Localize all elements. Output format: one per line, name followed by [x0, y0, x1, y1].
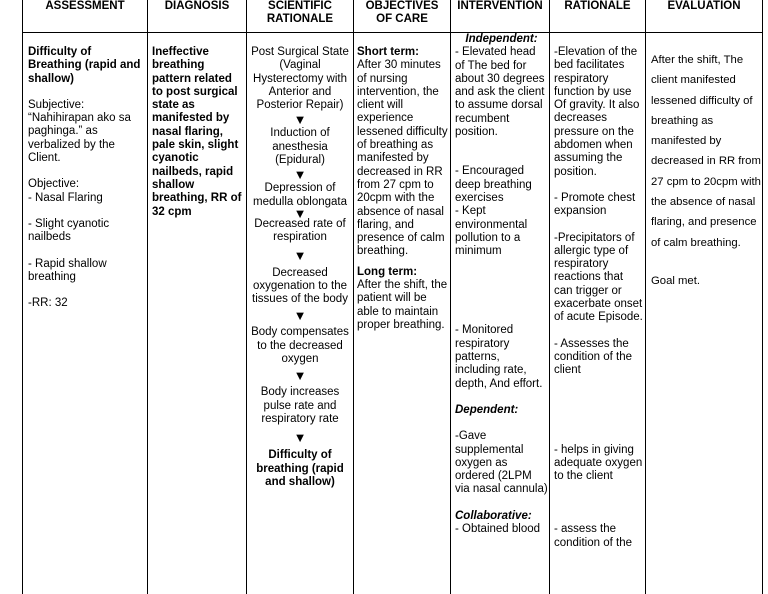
- rationale-step: Decreased rate of respiration: [254, 217, 346, 244]
- evaluation-column: [651, 50, 761, 291]
- long-term-label: Long term:: [357, 265, 418, 278]
- rationale-step: Induction of anesthesia (Epidural): [270, 127, 330, 167]
- down-arrow-icon: ▼: [293, 430, 307, 446]
- dependent-label: Dependent:: [455, 403, 519, 416]
- grid-line: [762, 0, 763, 594]
- grid-line: [22, 0, 23, 594]
- rationale-item: - assess the condition of the: [554, 523, 633, 549]
- header-assessment: ASSESSMENT: [45, 0, 125, 12]
- intervention-item: - Elevated head of The bed for about 30 degrees and ask the client to assume dorsal recumbent position.: [455, 46, 545, 139]
- rationale-step: Depression of medulla oblongata: [253, 182, 347, 208]
- objective-label: Objective:: [28, 178, 80, 191]
- long-term-text: After the shift, the patient will be able to maintain proper breathing.: [357, 279, 448, 331]
- intervention-item: - Encouraged deep breathing exercises: [455, 165, 532, 204]
- intervention-item: -Gave supplemental oxygen as ordered (2LPM via nasal cannula): [455, 430, 548, 496]
- intervention-item: - Monitored respiratory patterns, including rate, depth, And effort.: [455, 324, 543, 390]
- header-scientific-rationale: SCIENTIFIC RATIONALE: [266, 0, 334, 25]
- header-evaluation: EVALUATION: [667, 0, 741, 12]
- down-arrow-icon: ▼: [293, 368, 307, 384]
- grid-line: [246, 0, 247, 594]
- rationale-column: [554, 46, 644, 550]
- rationale-item: -Precipitators of allergic type of respiratory reactions that can trigger or exacerbate onset of acute Episode.: [554, 231, 643, 324]
- objective-item: -RR: 32: [28, 297, 68, 310]
- short-term-label: Short term:: [357, 46, 419, 58]
- subjective-text: “Nahihirapan ako sa paghinga.” as verbalized by the Client.: [28, 112, 131, 165]
- grid-line: [147, 0, 148, 594]
- rationale-step: Decreased oxygenation to the tissues of the body: [252, 266, 348, 306]
- rationale-item: -Elevation of the bed facilitates respiratory function by use Of gravity. It also decreases pressure on the abdomen when assuming the position.: [554, 46, 640, 178]
- independent-label: Independent:: [465, 33, 538, 45]
- intervention-column: [455, 33, 548, 536]
- header-objectives: OBJECTIVES OF CARE: [365, 0, 439, 25]
- objective-item: - Rapid shallow breathing: [28, 257, 107, 283]
- objectives-column: [357, 46, 449, 332]
- grid-line: [353, 0, 354, 594]
- down-arrow-icon: ▼: [293, 308, 307, 324]
- grid-line: [549, 0, 550, 594]
- down-arrow-icon: ▼: [293, 112, 307, 128]
- subjective-label: Subjective:: [28, 98, 85, 111]
- rationale-item: - Promote chest expansion: [554, 191, 636, 218]
- evaluation-goal: Goal met.: [651, 274, 700, 287]
- assessment-column: [28, 46, 146, 310]
- rationale-step-final: Difficulty of breathing (rapid and shallow): [256, 449, 344, 488]
- assessment-title: Difficulty of Breathing (rapid and shallow): [28, 46, 141, 85]
- grid-line: [645, 0, 646, 594]
- short-term-text: After 30 minutes of nursing intervention, the client will experience lessened difficulty of breathing as manifested by decreased in RR from 27 cpm to 20cpm with the absence of nasal flaring, and presence of calm breathing.: [357, 59, 448, 258]
- down-arrow-icon: ▼: [293, 167, 307, 183]
- header-diagnosis: DIAGNOSIS: [164, 0, 230, 12]
- scientific-rationale-column: [251, 46, 349, 489]
- objective-item: - Slight cyanotic nailbeds: [28, 217, 110, 244]
- down-arrow-icon: ▼: [293, 247, 307, 263]
- rationale-step: Post Surgical State (Vaginal Hysterectomy with Anterior and Posterior Repair): [251, 46, 349, 112]
- intervention-item: - Obtained blood: [455, 523, 541, 536]
- grid-line: [450, 0, 451, 594]
- header-intervention: INTERVENTION: [457, 0, 543, 12]
- rationale-item: - helps in giving adequate oxygen to the client: [554, 443, 643, 483]
- objective-item: - Nasal Flaring: [28, 191, 103, 204]
- rationale-step: Body increases pulse rate and respiratory rate: [260, 386, 340, 425]
- diagnosis-column: [152, 46, 244, 219]
- collaborative-label: Collaborative:: [455, 509, 532, 522]
- header-divider: [22, 32, 763, 33]
- down-arrow-icon: ▼: [293, 205, 307, 221]
- intervention-item: - Kept environmental pollution to a minimum: [455, 205, 528, 258]
- rationale-step: Body compensates to the decreased oxygen: [251, 326, 349, 366]
- rationale-item: - Assesses the condition of the client: [554, 337, 633, 377]
- header-rationale: RATIONALE: [564, 0, 631, 12]
- diagnosis-text: Ineffective breathing pattern related to post surgical state as manifested by nasal flaring, pale skin, slight cyanotic nailbeds, rapid shallow breathing, RR of 32 cpm: [152, 46, 242, 218]
- evaluation-text: After the shift, The client manifested lessened difficulty of breathing as manifested by decreased in RR from 27 cpm to 20cpm with the absence of nasal flaring, and presence of calm breathing.: [651, 54, 761, 249]
